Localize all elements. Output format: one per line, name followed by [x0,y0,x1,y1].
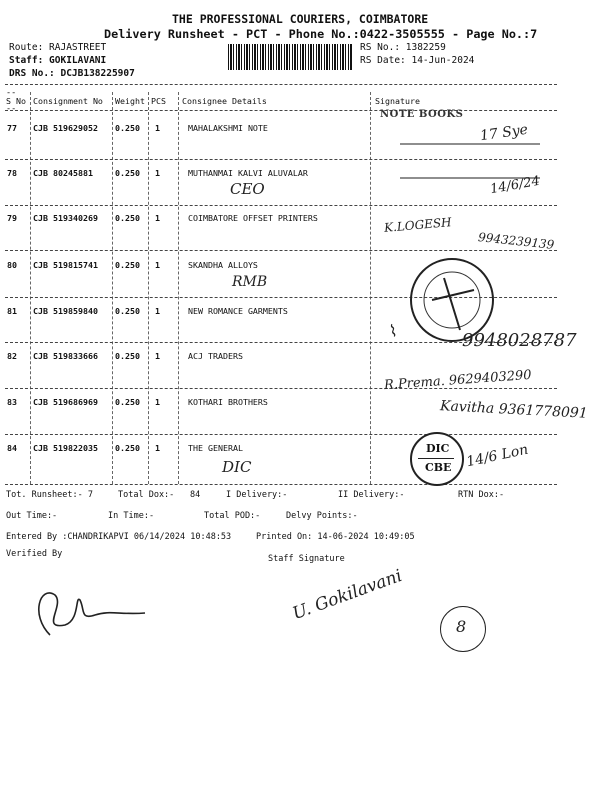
col-divider [148,92,149,484]
col-weight: Weight [115,96,145,106]
col-pcs: PCS [151,96,166,106]
row-consignment: CJB 519686969 [33,397,98,407]
seal-inner-icon [412,260,492,340]
staff-signature-label: Staff Signature [268,554,345,564]
row-consignee: MUTHANMAI KALVI ALUVALAR [188,168,308,178]
company-title: THE PROFESSIONAL COURIERS, COIMBATORE [172,12,429,26]
total-runsheet: Tot. Runsheet:- 7 [6,490,93,500]
col-divider [178,92,179,484]
out-time: Out Time:- [6,511,58,521]
i-delivery: I Delivery:- [226,490,288,500]
row-sno: 84 [7,443,17,453]
row-pcs: 1 [155,443,160,453]
total-dox-label: Total Dox:- [118,490,175,500]
row-pcs: 1 [155,351,160,361]
row-consignee: NEW ROMANCE GARMENTS [188,306,288,316]
signature-row-84: 14/6 Lon [465,441,530,471]
row-sno: 78 [7,168,17,178]
route-label: Route: RAJASTREET [9,42,107,53]
row-weight: 0.250 [115,168,140,178]
col-signature: Signature [375,96,420,106]
col-divider [112,92,113,484]
row-consignee: COIMBATORE OFFSET PRINTERS [188,213,318,223]
col-sno: S No [6,96,26,106]
row-divider [5,434,557,435]
rs-date: RS Date: 14-Jun-2024 [360,55,475,66]
row-consignment: CJB 80245881 [33,168,93,178]
signature-row-78: 14/6/24 [489,173,542,198]
row-consignee: MAHALAKSHMI NOTE [188,123,268,133]
header-bottom-rule [5,110,557,111]
signature-row-79: K.LOGESH [383,215,453,235]
row-sno: 83 [7,397,17,407]
runsheet-subtitle: Delivery Runsheet - PCT - Phone No.:0422-3505555 - Page No.:7 [104,27,538,41]
row-weight: 0.250 [115,443,140,453]
row-consignment: CJB 519340269 [33,213,98,223]
phone-row-79: 9943239139 [477,230,555,252]
dic-cbe-stamp [410,432,464,486]
rs-number: RS No.: 1382259 [360,42,446,53]
row-consignment: CJB 519833666 [33,351,98,361]
stamp-bottom-text: CBE [425,461,452,474]
row-weight: 0.250 [115,351,140,361]
staff-label: Staff: GOKILAVANI [9,55,107,66]
total-dox-value: 84 [190,490,201,500]
barcode-image [228,44,352,70]
row-handwritten-note: CEO [230,180,265,198]
row-sno: 79 [7,213,17,223]
drs-number: DRS No.: DCJB138225907 [9,68,135,79]
row-weight: 0.250 [115,306,140,316]
phone-row-81: 9948028787 [462,330,577,351]
row-pcs: 1 [155,260,160,270]
circled-number: 8 [456,617,467,636]
row-handwritten-note: RMB [232,274,268,290]
signature-row-77: 17 Sye [479,121,529,145]
row-consignee: ACJ TRADERS [188,351,243,361]
row-consignee: SKANDHA ALLOYS [188,260,258,270]
row-consignee: THE GENERAL [188,443,243,453]
row-pcs: 1 [155,123,160,133]
row-handwritten-note: DIC [222,458,252,476]
row-weight: 0.250 [115,260,140,270]
header-top-rule [5,84,557,85]
ii-delivery: II Delivery:- [338,490,405,500]
row-consignment: CJB 519629052 [33,123,98,133]
table-bottom-rule [5,484,557,485]
row-sno: 80 [7,260,17,270]
note-books-stamp: NOTE BOOKS [380,109,464,120]
delvy-points: Delvy Points:- [286,511,358,521]
row-weight: 0.250 [115,213,140,223]
total-pod: Total POD:- [204,511,261,521]
col-consignee: Consignee Details [182,96,267,106]
signature-row-82: R.Prema. 9629403290 [383,367,532,394]
col-consignment: Consignment No [33,96,103,106]
verified-by-label: Verified By [6,549,63,559]
printed-on: Printed On: 14-06-2024 10:49:05 [256,532,415,542]
row-weight: 0.250 [115,397,140,407]
staff-handwritten-signature: U. Gokilavani [290,565,405,625]
entered-by: Entered By :CHANDRIKAPVI 06/14/2024 10:48:53 [6,532,232,542]
row-pcs: 1 [155,213,160,223]
tamil-stamp [400,143,540,179]
row-consignee: KOTHARI BROTHERS [188,397,268,407]
row-divider [5,388,557,389]
row-divider [5,250,557,251]
row-consignment: CJB 519822035 [33,443,98,453]
row-divider [5,205,557,206]
row-weight: 0.250 [115,123,140,133]
row-sno: 82 [7,351,17,361]
in-time: In Time:- [108,511,155,521]
row-consignment: CJB 519859840 [33,306,98,316]
row-sno: 81 [7,306,17,316]
stamp-top-text: DIC [426,442,450,455]
rtn-dox: RTN Dox:- [458,490,505,500]
row-pcs: 1 [155,397,160,407]
row-pcs: 1 [155,168,160,178]
signature-row-83: Kavitha 9361778091 [439,398,589,422]
circled-page-number [440,606,486,652]
row-consignment: CJB 519815741 [33,260,98,270]
signature-row-81: ⌇ [384,321,400,342]
row-pcs: 1 [155,306,160,316]
row-sno: 77 [7,123,17,133]
col-divider [30,92,31,484]
col-divider [370,92,371,484]
verifier-signature-scribble [20,575,160,645]
